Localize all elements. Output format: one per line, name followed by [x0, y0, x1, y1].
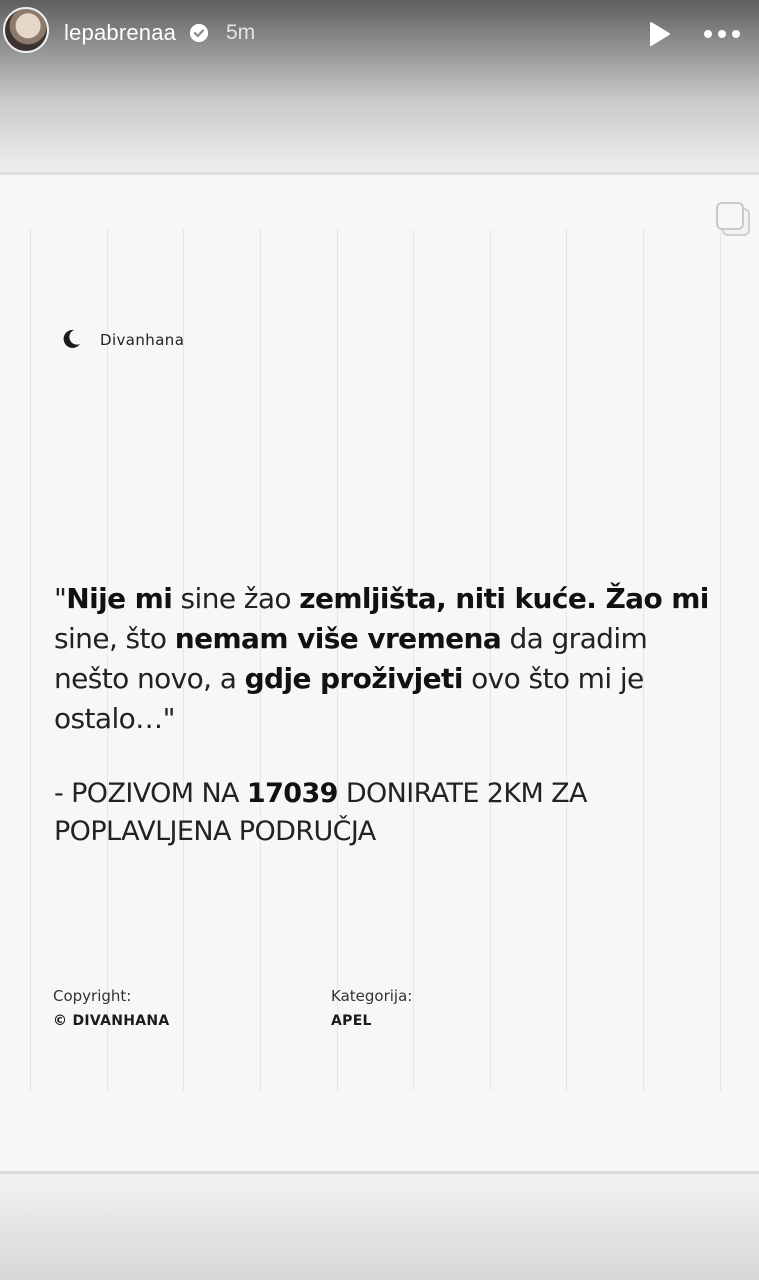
multiple-images-icon — [715, 201, 753, 239]
quote-line — [54, 619, 714, 659]
category-value: APEL — [331, 1013, 372, 1029]
bold-text: gdje proživjeti — [244, 662, 463, 695]
brand-name: Divanhana — [100, 331, 185, 349]
more-options-button[interactable] — [700, 20, 744, 48]
text-run: ovo što mi je — [462, 662, 644, 695]
bold-text: nemam više vremena — [174, 622, 502, 655]
donation-text — [54, 775, 714, 851]
category-label: Kategorija: — [331, 987, 413, 1005]
post-time: 5m — [226, 21, 256, 44]
avatar[interactable] — [3, 7, 49, 53]
donation-line — [54, 813, 714, 851]
more-options-icon — [700, 20, 744, 48]
play-icon — [645, 20, 673, 48]
text-run: " — [54, 582, 67, 615]
text-run: sine žao — [172, 582, 300, 615]
story-header — [0, 0, 759, 70]
copyright-block — [53, 987, 170, 1029]
verified-badge-icon — [190, 24, 208, 42]
text-run: DONIRATE 2KM ZA — [337, 778, 587, 809]
text-run: sine, što — [54, 622, 175, 655]
quote-line — [54, 659, 714, 699]
text-run: ostalo…" — [54, 702, 175, 735]
copyright-label: Copyright: — [53, 987, 132, 1005]
bold-text: 17039 — [246, 778, 338, 809]
category-block — [331, 987, 412, 1029]
text-run: da gradim — [501, 622, 648, 655]
username[interactable]: lepabrenaa — [64, 20, 177, 45]
watermark: @divanhana — [0, 1206, 127, 1231]
text-run: nešto novo, a — [54, 662, 245, 695]
text-run: POPLAVLJENA PODRUČJA — [54, 816, 376, 847]
post-card — [0, 172, 759, 1174]
quote-line — [54, 579, 714, 619]
play-button[interactable] — [645, 20, 673, 48]
moon-logo-icon — [60, 328, 82, 350]
bold-text: zemljišta, niti kuće. Žao mi — [299, 582, 709, 615]
donation-line — [54, 775, 714, 813]
text-run: - POZIVOM NA — [54, 778, 247, 809]
quote-line — [54, 699, 714, 739]
quote-text — [54, 579, 714, 739]
bold-text: Nije mi — [66, 582, 173, 615]
copyright-value: © DIVANHANA — [53, 1013, 170, 1029]
